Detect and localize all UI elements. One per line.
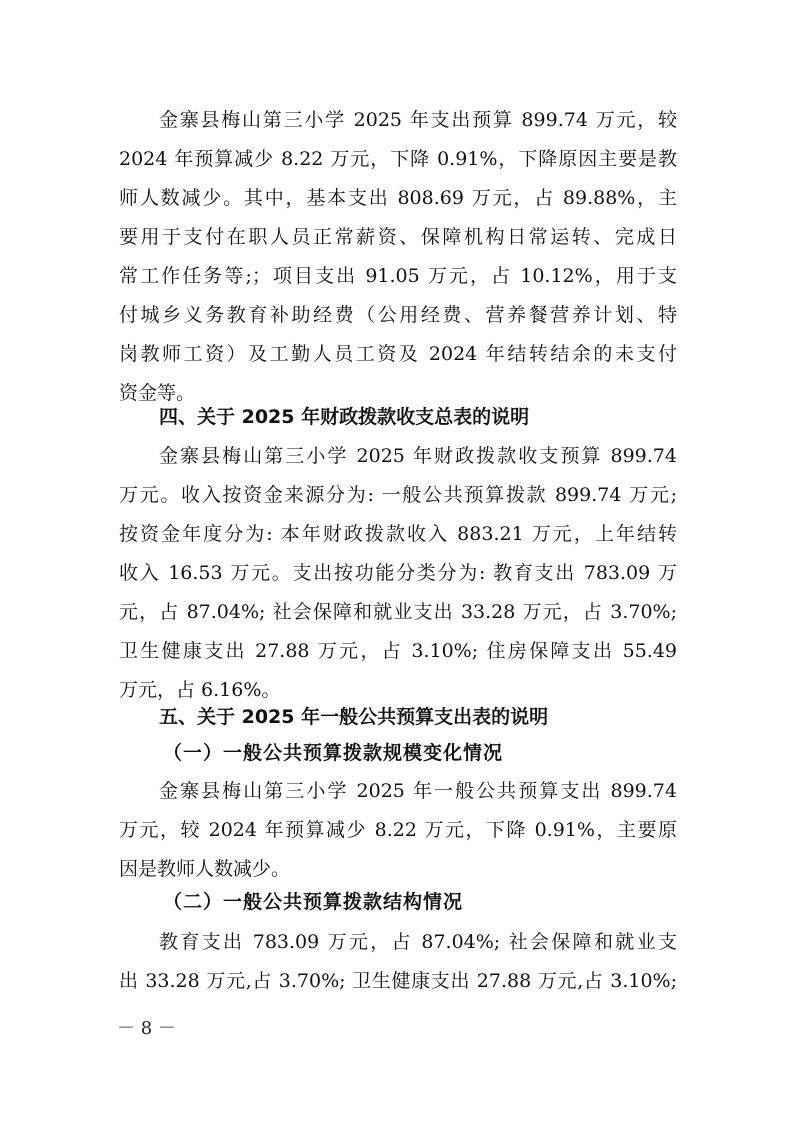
section-heading-5: 五、关于 2025 年一般公共预算支出表的说明 [159,706,549,728]
text-line: 2024 年预算减少 8.22 万元，下降 0.91%，下降原因主要是教 [119,148,677,170]
text-line: 出 33.28 万元,占 3.70%; 卫生健康支出 27.88 万元,占 3.10%; [119,970,677,992]
text-line: 金寨县梅山第三小学 2025 年财政拨款收支预算 899.74 [159,445,677,467]
paragraph-budget-expenditure [119,101,677,413]
text-line: 资金等。 [119,382,196,404]
text-line: 师人数减少。其中，基本支出 808.69 万元，占 89.88%，主 [119,187,677,209]
paragraph-fiscal-summary [119,437,677,710]
text-line: 收入 16.53 万元。支出按功能分类分为: 教育支出 783.09 万 [119,562,677,584]
text-line: 金寨县梅山第三小学 2025 年一般公共预算支出 899.74 [159,780,677,802]
text-line: 付城乡义务教育补助经费（公用经费、营养餐营养计划、特 [119,304,677,326]
text-line: 元，占 87.04%; 社会保障和就业支出 33.28 万元，占 3.70%; [119,601,677,623]
text-line: 万元，占 6.16%。 [119,679,281,701]
subsection-heading-2: （二）一般公共预算拨款结构情况 [163,891,464,913]
text-line: 按资金年度分为: 本年财政拨款收入 883.21 万元，上年结转 [119,523,677,545]
subsection-heading-1: （一）一般公共预算拨款规模变化情况 [163,742,504,764]
text-line: 岗教师工资）及工勤人员工资及 2024 年结转结余的未支付 [119,343,677,365]
text-line: 教育支出 783.09 万元，占 87.04%; 社会保障和就业支 [159,931,677,953]
text-line: 万元，较 2024 年预算减少 8.22 万元，下降 0.91%，主要原 [119,819,677,841]
text-line: 要用于支付在职人员正常薪资、保障机构日常运转、完成日 [119,226,677,248]
text-line: 金寨县梅山第三小学 2025 年支出预算 899.74 万元，较 [159,109,677,131]
paragraph-structure [119,923,677,1001]
section-heading-4: 四、关于 2025 年财政拨款收支总表的说明 [159,406,530,428]
text-line: 因是教师人数减少。 [119,858,291,880]
text-line: 万元。收入按资金来源分为: 一般公共预算拨款 899.74 万元; [119,484,677,506]
text-line: 卫生健康支出 27.88 万元，占 3.10%; 住房保障支出 55.49 [119,640,677,662]
page-number: － 8 － [117,1018,176,1039]
paragraph-scale-change [119,772,677,889]
text-line: 常工作任务等;；项目支出 91.05 万元，占 10.12%，用于支 [119,265,677,287]
